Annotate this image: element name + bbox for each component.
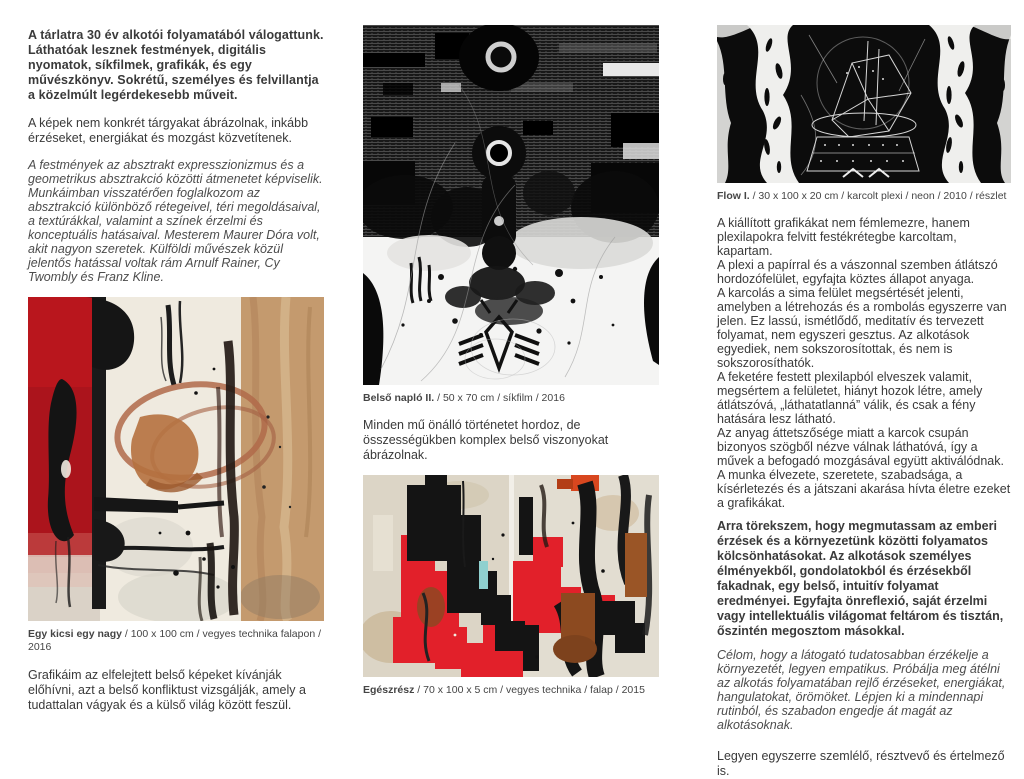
artwork-caption-egeszresz — [363, 684, 659, 697]
artwork-title: Egy kicsi egy nagy — [28, 628, 122, 640]
artwork-title: Egészrész — [363, 684, 415, 696]
column-right — [717, 0, 1011, 779]
statement-joy-of-work: A munka élvezete, szeretete, szabadsága, a kísérletezés és a játszani akarása hívta életre ezeket a grafikákat. — [717, 468, 1011, 510]
artwork-image-belso-naplo — [363, 25, 659, 385]
artwork-caption-belso-naplo — [363, 392, 659, 405]
column-middle — [363, 0, 659, 697]
artwork-image-egeszresz — [363, 475, 659, 677]
artwork-details: / 100 x 100 cm / vegyes technika falapon / 2016 — [28, 628, 322, 653]
column-left — [28, 0, 324, 713]
paragraph-paintings-italic: A festmények az absztrakt expresszionizmus és a geometrikus absztrakció közötti átmenetet képviselik. Munkáimban visszatérően foglalkozom az absztrakció különböző rétegeivel, téri megoldásaival, a textúrákkal, valamint a színek érzelmi és konceptuális hatásaival. Mesterem Maurer Dóra volt, akit nagyon szeretek. Külföldi művészek közül jelentős hatással voltak rám Arnulf Rainer, Cy Twombly és Franz Kline. — [28, 158, 323, 284]
artwork-image-egy-kicsi-egy-nagy — [28, 297, 324, 621]
statement-plexi-material: A plexi a papírral és a vászonnal szemben átlátszó hordozófelület, egyfajta köztes állapot anyaga. — [717, 258, 998, 286]
artwork-caption-flow-i — [717, 190, 1011, 203]
statement-translucency: Az anyag áttetszősége miatt a karcok csupán bizonyos szögből nézve válnak láthatóvá, így a művek a befogadó mozgásával együtt aktiválódnak. — [717, 426, 1004, 468]
paragraph-every-work: Minden mű önálló történetet hordoz, de összességükben komplex belső viszonyokat ábrázolnak. — [363, 418, 609, 462]
statement-scratching-process: A karcolás a sima felület megsértését jelenti, amelyben a létrehozás és a rombolás egyszerre van jelen. Ez lassú, ismétlődő, meditatív és tervezett folyamat, nem egyszeri gesztus. Az alkotások egyediek, nem sokszorosítottak, és nem is sokszorosíthatók. — [717, 286, 1007, 370]
intro-paragraph: A tárlatra 30 év alkotói folyamatából válogattunk. Láthatóak lesznek festmények, digitális nyomatok, síkfilmek, grafikák, és egy művészkönyv. Sokrétű, személyes és felvillantja a közelmúlt legérdekesebb műveit. — [28, 28, 324, 102]
artwork-caption-egy-kicsi-egy-nagy — [28, 628, 324, 654]
statement-scratched-plexi: A kiállított grafikákat nem fémlemezre, hanem plexilapokra felvitt festékrétegbe karcoltam, kapartam. — [717, 216, 970, 258]
paragraph-artist-aim-bold: Arra törekszem, hogy megmutassam az emberi érzések és a környezetünk közötti folyamatos kölcsönhatásokat. Az alkotások személyes élményekből, gondolatokból és érzésekből fakadnak, egy belső, intuitív folyamat eredményei. Egyfajta önreflexió, saját érzelmi vagy intellektuális világomat feltárom és tisztán, őszintén megosztom másokkal. — [717, 519, 1004, 638]
statement-black-plexi: A feketére festett plexilapból elveszek valamit, megsértem a felületet, hiányt hozok létre, amely átlátszóvá, „láthatatlanná” válik, és csak a fény hatására lesz látható. — [717, 370, 983, 426]
artwork-details: / 30 x 100 x 20 cm / karcolt plexi / neon / 2010 / részlet — [749, 190, 1007, 202]
closing-line: Legyen egyszerre szemlélő, résztvevő és értelmező is. — [717, 749, 1005, 778]
artwork-title: Flow I. — [717, 190, 750, 202]
paragraph-visitor-goal-italic: Célom, hogy a látogató tudatosabban érzékelje a környezetét, legyen empatikus. Próbálja meg átélni az alkotás folyamatában rejlő érzéseket, energiákat, hangulatokat, örömöket. Lépjen ki a mindennapi rutinból, és szabadon engedje át magát az alkotásoknak. — [717, 648, 1006, 732]
statements-block — [717, 216, 1011, 510]
artwork-details: / 50 x 70 cm / síkfilm / 2016 — [434, 392, 565, 404]
artwork-details: / 70 x 100 x 5 cm / vegyes technika / falap / 2015 — [414, 684, 645, 696]
artwork-image-flow-i — [717, 25, 1011, 183]
artwork-title: Belső napló II. — [363, 392, 435, 404]
paragraph-images-convey: A képek nem konkrét tárgyakat ábrázolnak, inkább érzéseket, energiákat és mozgást közvetítenek. — [28, 116, 309, 145]
paragraph-graphics-inner-images: Grafikáim az elfelejtett belső képeket kívánják előhívni, azt a belső konfliktust vizsgálják, amely a tudattalan vágyak és a külső világ között feszül. — [28, 668, 306, 712]
